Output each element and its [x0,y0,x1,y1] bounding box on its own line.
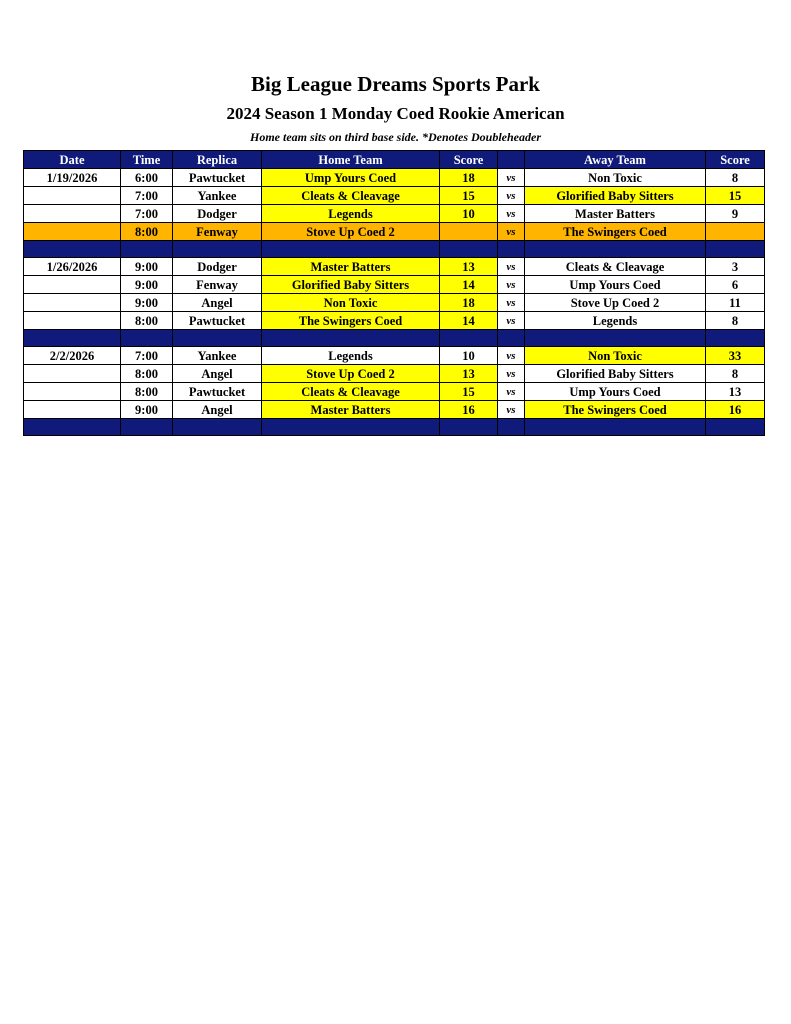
away-score: 16 [706,401,765,419]
home-team: Cleats & Cleavage [262,187,440,205]
page-title: Big League Dreams Sports Park [251,72,540,96]
game-date [24,205,121,223]
game-time: 8:00 [121,312,173,330]
game-time: 9:00 [121,258,173,276]
week-separator [24,330,765,347]
game-row [24,258,765,276]
game-replica: Dodger [173,205,262,223]
game-time: 6:00 [121,169,173,187]
game-time: 7:00 [121,187,173,205]
home-score: 10 [440,347,498,365]
game-row [24,169,765,187]
home-score: 10 [440,205,498,223]
game-replica: Angel [173,365,262,383]
away-score: 6 [706,276,765,294]
header-replica: Replica [173,151,262,169]
game-date [24,276,121,294]
away-team: The Swingers Coed [525,223,706,241]
vs-label: vs [498,365,525,383]
away-score: 13 [706,383,765,401]
week-separator [24,241,765,258]
home-team: Cleats & Cleavage [262,383,440,401]
game-date [24,401,121,419]
vs-label: vs [498,401,525,419]
game-date [24,187,121,205]
game-replica: Angel [173,401,262,419]
game-time: 8:00 [121,383,173,401]
home-team: The Swingers Coed [262,312,440,330]
away-team: Legends [525,312,706,330]
game-date: 2/2/2026 [24,347,121,365]
home-score: 15 [440,187,498,205]
game-replica: Dodger [173,258,262,276]
home-team: Glorified Baby Sitters [262,276,440,294]
away-team: Non Toxic [525,347,706,365]
vs-label: vs [498,383,525,401]
header-date: Date [24,151,121,169]
home-team: Stove Up Coed 2 [262,365,440,383]
week-separator [24,419,765,436]
vs-label: vs [498,347,525,365]
home-team: Ump Yours Coed [262,169,440,187]
game-time: 8:00 [121,365,173,383]
game-row [24,312,765,330]
game-replica: Pawtucket [173,383,262,401]
vs-label: vs [498,205,525,223]
away-score: 15 [706,187,765,205]
game-time: 8:00 [121,223,173,241]
game-time: 9:00 [121,276,173,294]
game-date: 1/26/2026 [24,258,121,276]
home-score: 15 [440,383,498,401]
away-score: 9 [706,205,765,223]
vs-label: vs [498,312,525,330]
home-team: Master Batters [262,401,440,419]
home-team: Legends [262,347,440,365]
game-date [24,223,121,241]
vs-label: vs [498,187,525,205]
game-date [24,365,121,383]
header-away-team: Away Team [525,151,706,169]
away-score: 11 [706,294,765,312]
doubleheader-game-row [24,223,765,241]
game-row [24,401,765,419]
away-team: Ump Yours Coed [525,383,706,401]
home-team: Legends [262,205,440,223]
game-date [24,294,121,312]
home-score: 13 [440,365,498,383]
away-score: 8 [706,365,765,383]
away-team: Glorified Baby Sitters [525,187,706,205]
vs-label: vs [498,258,525,276]
game-row [24,205,765,223]
away-team: Ump Yours Coed [525,276,706,294]
vs-label: vs [498,276,525,294]
page-subtitle: 2024 Season 1 Monday Coed Rookie American [226,104,565,123]
game-row [24,365,765,383]
home-score: 14 [440,276,498,294]
game-row [24,276,765,294]
away-score: 8 [706,169,765,187]
away-team: Glorified Baby Sitters [525,365,706,383]
vs-label: vs [498,223,525,241]
header-home-score: Score [440,151,498,169]
header-row [24,151,765,169]
game-date [24,383,121,401]
game-row [24,347,765,365]
game-replica: Angel [173,294,262,312]
vs-label: vs [498,294,525,312]
away-team: Stove Up Coed 2 [525,294,706,312]
game-row [24,187,765,205]
away-team: The Swingers Coed [525,401,706,419]
game-date [24,312,121,330]
game-replica: Yankee [173,347,262,365]
game-replica: Fenway [173,276,262,294]
header-away-score: Score [706,151,765,169]
home-team: Non Toxic [262,294,440,312]
game-replica: Pawtucket [173,169,262,187]
home-score [440,223,498,241]
header-vs [498,151,525,169]
header-time: Time [121,151,173,169]
game-time: 7:00 [121,205,173,223]
doubleheader-note: Home team sits on third base side. *Denotes Doubleheader [250,130,541,144]
home-score: 18 [440,294,498,312]
home-score: 18 [440,169,498,187]
home-team: Master Batters [262,258,440,276]
away-score: 3 [706,258,765,276]
game-replica: Fenway [173,223,262,241]
game-row [24,383,765,401]
game-time: 9:00 [121,401,173,419]
game-date: 1/19/2026 [24,169,121,187]
away-team: Master Batters [525,205,706,223]
game-replica: Pawtucket [173,312,262,330]
game-replica: Yankee [173,187,262,205]
schedule-table [23,150,765,436]
home-team: Stove Up Coed 2 [262,223,440,241]
away-team: Non Toxic [525,169,706,187]
game-time: 7:00 [121,347,173,365]
away-score: 8 [706,312,765,330]
away-score: 33 [706,347,765,365]
game-row [24,294,765,312]
home-score: 16 [440,401,498,419]
home-score: 13 [440,258,498,276]
home-score: 14 [440,312,498,330]
header-home-team: Home Team [262,151,440,169]
game-time: 9:00 [121,294,173,312]
away-team: Cleats & Cleavage [525,258,706,276]
away-score [706,223,765,241]
vs-label: vs [498,169,525,187]
